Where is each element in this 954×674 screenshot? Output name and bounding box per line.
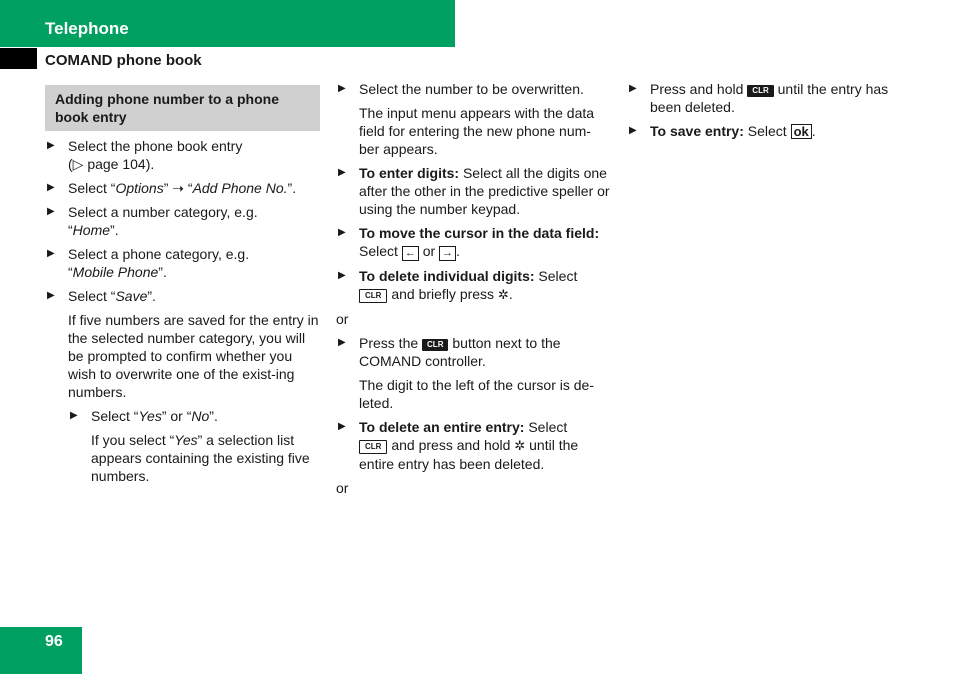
- triangle-right-icon: ▶: [338, 270, 346, 281]
- ok-softkey-icon: ok: [791, 124, 812, 139]
- step-save-entry: ▶ To save entry: Select ok .: [629, 123, 816, 139]
- controller-knob-icon: ✲: [497, 287, 509, 302]
- or-separator: or: [336, 311, 349, 327]
- step-delete-digits: ▶ To delete individual digits: Select CLR and briefly press ✲.: [338, 268, 578, 302]
- step-enter-digits: ▶ To enter digits: Select all the digits one after the other in the predictive speller or using the number keypad.: [338, 165, 610, 217]
- clr-button-icon: CLR: [422, 339, 448, 351]
- step-select-entry: ▶ Select the phone book entry (▷ page 104).: [47, 138, 243, 172]
- step-press-clr: ▶ Press the CLR button next to the COMAND controller.: [338, 335, 561, 369]
- page-reference: (▷ page 104).: [68, 156, 155, 172]
- input-menu-note: The input menu appears with the data field for entering the new phone num-ber appears.: [359, 105, 595, 157]
- step-move-cursor: ▶ To move the cursor in the data field: Select ← or → .: [338, 225, 600, 259]
- triangle-right-icon: ▶: [338, 337, 346, 348]
- arrow-right-key-icon: →: [439, 246, 456, 261]
- triangle-right-icon: ▶: [338, 421, 346, 432]
- controller-knob-icon: ✲: [514, 438, 526, 453]
- clr-softkey-icon: CLR: [359, 440, 387, 454]
- triangle-right-icon: ▶: [47, 248, 55, 259]
- step-save: ▶ Select “Save”.: [47, 288, 156, 304]
- column-3: [627, 80, 912, 146]
- step-number-category: ▶ Select a number category, e.g. “Home”.: [47, 204, 258, 238]
- page-number-box: [0, 627, 82, 674]
- section-title: COMAND phone book: [45, 52, 202, 69]
- or-separator: or: [336, 480, 349, 496]
- step-select-number: ▶ Select the number to be overwritten.: [338, 81, 584, 97]
- arrow-left-key-icon: ←: [402, 246, 419, 261]
- subsection-heading: Adding phone number to a phone book entry: [45, 85, 320, 131]
- triangle-right-icon: ▶: [338, 227, 346, 238]
- triangle-right-icon: ▶: [47, 182, 55, 193]
- triangle-right-icon: ▶: [629, 83, 637, 94]
- triangle-right-icon: ▶: [629, 125, 637, 136]
- clr-softkey-icon: CLR: [359, 289, 387, 303]
- overwrite-note: If five numbers are saved for the entry in the selected number category, you will be prompted to confirm whether you wish to overwrite one of the exist-ing numbers.: [68, 312, 319, 400]
- step-phone-category: ▶ Select a phone category, e.g. “Mobile Phone”.: [47, 246, 250, 280]
- substep-yes-no: ▶ Select “Yes” or “No”.: [70, 408, 218, 424]
- triangle-right-icon: ▶: [70, 410, 78, 421]
- triangle-right-icon: ▶: [338, 83, 346, 94]
- triangle-right-icon: ▶: [338, 167, 346, 178]
- triangle-right-icon: ▶: [47, 206, 55, 217]
- column-1: [45, 80, 320, 491]
- digit-deleted-note: The digit to the left of the cursor is de-leted.: [359, 377, 595, 411]
- step-press-hold-clr: ▶ Press and hold CLR until the entry has been deleted.: [629, 81, 889, 115]
- section-marker: [0, 48, 37, 69]
- triangle-right-icon: ▶: [47, 140, 55, 151]
- page-number: 96: [45, 633, 63, 650]
- chapter-title: Telephone: [45, 19, 129, 38]
- column-2: [336, 80, 611, 503]
- clr-button-icon: CLR: [747, 85, 773, 97]
- selection-list-note: If you select “Yes” a selection list appears containing the existing five numbers.: [91, 432, 310, 484]
- step-delete-entry: ▶ To delete an entire entry: Select CLR and press and hold ✲ until the entire entry has been deleted.: [338, 419, 579, 472]
- triangle-right-icon: ▶: [47, 290, 55, 301]
- step-select-options: ▶ Select “Options” ➝ “Add Phone No.”.: [47, 180, 297, 196]
